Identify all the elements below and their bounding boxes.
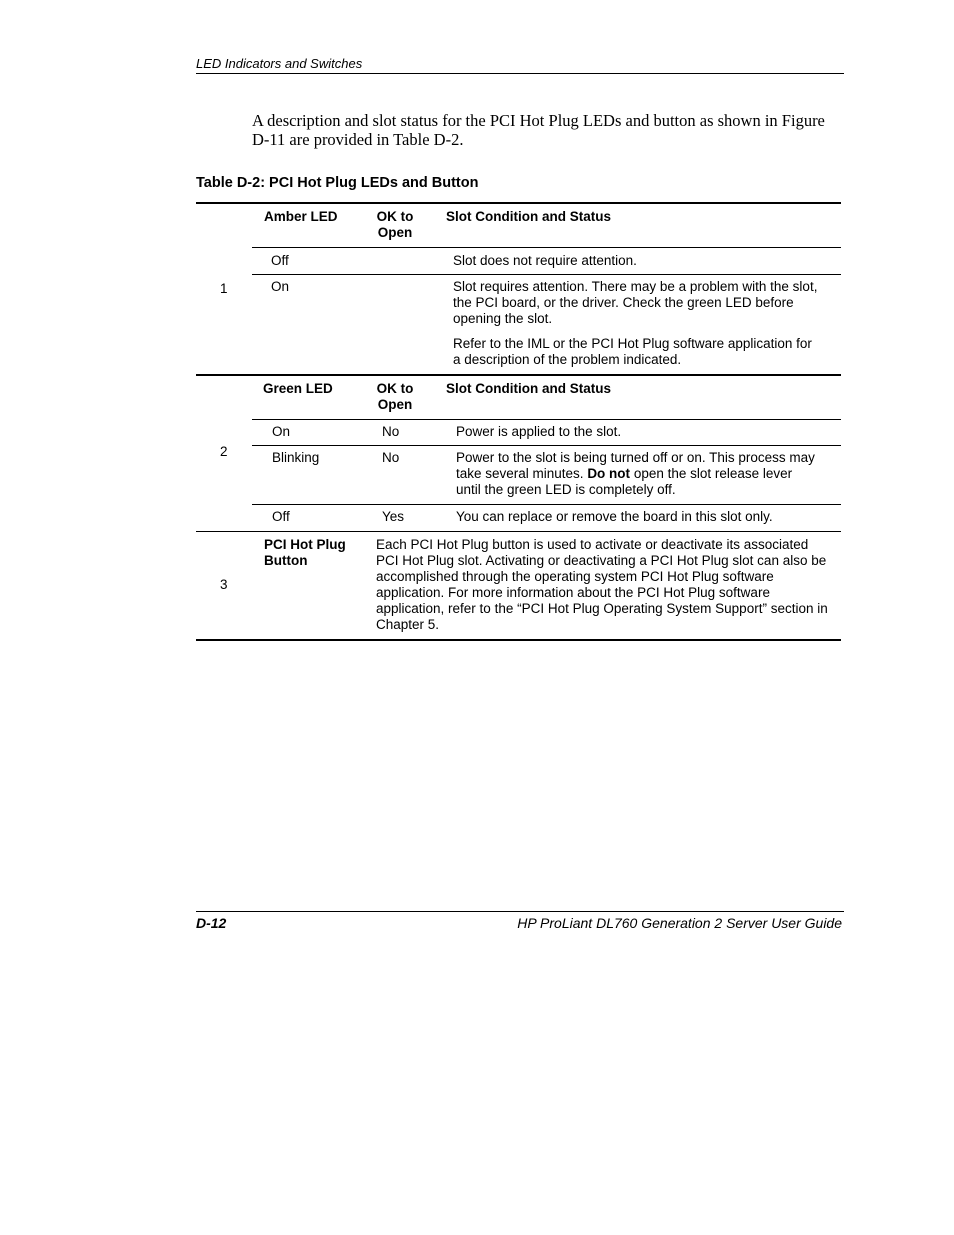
running-header: LED Indicators and Switches bbox=[196, 56, 363, 71]
section-number: 2 bbox=[220, 444, 228, 459]
section-rule bbox=[196, 374, 841, 376]
status-paragraph: Refer to the IML or the PCI Hot Plug software application for a description of the problem indicated. bbox=[453, 336, 812, 367]
section-number: 3 bbox=[220, 577, 228, 592]
slot-status: Power is applied to the slot. bbox=[456, 424, 622, 439]
row-rule bbox=[252, 274, 841, 275]
amber-led-header: Amber LED bbox=[264, 209, 338, 224]
table-caption: Table D-2: PCI Hot Plug LEDs and Button bbox=[196, 175, 479, 191]
row-rule bbox=[252, 445, 841, 446]
led-state: Off bbox=[271, 253, 289, 268]
slot-status: Slot does not require attention. bbox=[453, 253, 637, 268]
slot-status bbox=[456, 450, 816, 498]
table-top-rule bbox=[196, 202, 841, 204]
button-label: PCI Hot Plug Button bbox=[264, 537, 346, 568]
button-description: Each PCI Hot Plug button is used to activate or deactivate its associated PCI Hot Plug slot. Activating or deactivating a PCI Hot Plug slot can also be accomplished through the operating system PCI Hot Plug software application. For more information about the PCI Hot Plug software application, refer to the “PCI Hot Plug Operating System Support” section in Chapter 5. bbox=[376, 537, 828, 632]
intro-paragraph: A description and slot status for the PCI Hot Plug LEDs and button as shown in Figure D-11 are provided in Table D-2. bbox=[252, 111, 825, 149]
footer-rule bbox=[196, 911, 844, 912]
status-text: Power to the slot is being turned off or on. This process may take several minutes. bbox=[456, 450, 815, 481]
slot-status bbox=[453, 279, 818, 368]
led-state: On bbox=[271, 279, 290, 294]
slot-condition-header: Slot Condition and Status bbox=[446, 381, 611, 396]
led-state: On bbox=[272, 424, 291, 439]
green-led-header: Green LED bbox=[263, 381, 333, 396]
footer-doc-title: HP ProLiant DL760 Generation 2 Server User Guide bbox=[517, 915, 842, 931]
led-state: Off bbox=[272, 509, 290, 524]
status-paragraph: Slot requires attention. There may be a problem with the slot, the PCI board, or the driver. Check the green LED before opening the slot. bbox=[453, 279, 818, 326]
ok-to-open-header: OK to Open bbox=[376, 209, 414, 240]
section-rule bbox=[196, 531, 841, 532]
slot-status: You can replace or remove the board in this slot only. bbox=[456, 509, 773, 524]
section-number: 1 bbox=[220, 281, 228, 296]
row-rule bbox=[252, 247, 841, 248]
status-emphasis: Do not bbox=[587, 466, 631, 481]
table-bottom-rule bbox=[196, 639, 841, 641]
ok-to-open-value: No bbox=[382, 424, 400, 439]
page-number: D-12 bbox=[196, 915, 227, 931]
ok-to-open-value: No bbox=[382, 450, 400, 465]
row-rule bbox=[252, 419, 841, 420]
led-state: Blinking bbox=[272, 450, 320, 465]
slot-condition-header: Slot Condition and Status bbox=[446, 209, 611, 224]
ok-to-open-value: Yes bbox=[382, 509, 405, 524]
status-text: open the slot release lever until the green LED is completely off. bbox=[456, 466, 793, 497]
header-rule bbox=[196, 73, 844, 74]
row-rule bbox=[252, 504, 841, 505]
ok-to-open-header: OK to Open bbox=[376, 381, 414, 412]
